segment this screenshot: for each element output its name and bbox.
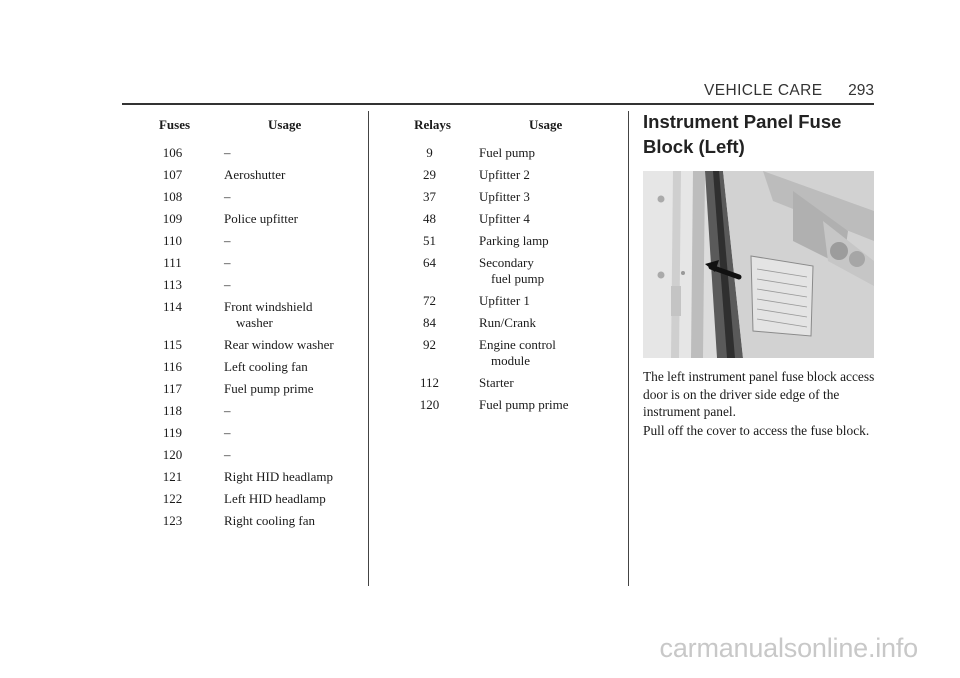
section-title: Instrument Panel Fuse Block (Left) — [643, 111, 842, 157]
number-cell: 120 — [162, 447, 183, 462]
table-row — [137, 331, 362, 353]
table-row — [137, 139, 362, 161]
table-row — [137, 463, 362, 485]
usage-text: – — [224, 145, 231, 160]
number-cell: 108 — [162, 189, 183, 204]
number-cell: 113 — [162, 277, 183, 292]
table-row — [396, 249, 619, 287]
usage-cell — [469, 369, 619, 391]
paragraph-location: The left instrument panel fuse block access door is on the driver side edge of the instrument panel. — [643, 369, 875, 419]
number-cell: 9 — [426, 145, 433, 160]
fuses-usage-header: Usage — [268, 117, 302, 132]
usage-text: Fuel pump prime — [479, 397, 569, 412]
paragraph-access: Pull off the cover to access the fuse block. — [643, 423, 870, 438]
number-cell: 118 — [162, 403, 183, 418]
usage-text: – — [224, 425, 231, 440]
usage-text: Fuel pump — [479, 145, 535, 160]
table-row — [137, 507, 362, 529]
number-cell: 106 — [162, 145, 183, 160]
table-row — [396, 369, 619, 391]
number-cell: 110 — [162, 233, 183, 248]
table-row — [396, 227, 619, 249]
usage-continuation: fuel pump — [491, 271, 545, 286]
fuse-block-location-illustration — [643, 171, 874, 358]
usage-cell — [212, 183, 362, 205]
usage-text: Right cooling fan — [224, 513, 315, 528]
number-cell: 84 — [423, 315, 436, 330]
table-row — [137, 397, 362, 419]
number-cell: 117 — [162, 381, 183, 396]
usage-cell — [469, 331, 619, 369]
usage-text: Left HID headlamp — [224, 491, 326, 506]
usage-cell — [212, 397, 362, 419]
usage-cell — [469, 309, 619, 331]
number-cell: 123 — [162, 513, 183, 528]
fuses-header: Fuses — [158, 117, 191, 132]
usage-cell — [212, 485, 362, 507]
usage-text: Parking lamp — [479, 233, 549, 248]
watermark: carmanualsonline.info — [659, 633, 918, 663]
usage-text: Engine control — [479, 337, 556, 352]
usage-cell — [212, 353, 362, 375]
usage-text: – — [224, 255, 231, 270]
table-row — [137, 161, 362, 183]
table-row — [137, 485, 362, 507]
usage-text: Police upfitter — [224, 211, 299, 226]
usage-text: Upfitter 3 — [479, 189, 530, 204]
number-cell: 112 — [419, 375, 440, 390]
number-cell: 121 — [162, 469, 183, 484]
usage-text: Secondary — [479, 255, 534, 270]
table-row — [396, 287, 619, 309]
usage-cell — [212, 205, 362, 227]
relays-header: Relays — [414, 117, 451, 132]
number-cell: 109 — [162, 211, 183, 226]
usage-cell — [469, 139, 619, 161]
number-cell: 116 — [162, 359, 183, 374]
table-row — [137, 183, 362, 205]
number-cell: 122 — [162, 491, 183, 506]
table-row — [396, 331, 619, 369]
column-divider-1 — [368, 111, 369, 586]
section-name: VEHICLE CARE — [704, 82, 823, 99]
usage-cell — [212, 419, 362, 441]
table-row — [137, 441, 362, 463]
number-cell: 120 — [419, 397, 440, 412]
usage-cell — [212, 293, 362, 331]
usage-text: – — [224, 189, 231, 204]
number-cell: 48 — [423, 211, 436, 226]
usage-text: Left cooling fan — [224, 359, 308, 374]
header-rule — [122, 103, 874, 105]
table-row — [137, 293, 362, 331]
usage-cell — [469, 183, 619, 205]
usage-cell — [212, 463, 362, 485]
table-row — [137, 227, 362, 249]
page-number: 293 — [848, 82, 874, 99]
usage-text: Right HID headlamp — [224, 469, 334, 484]
usage-text: – — [224, 447, 231, 462]
usage-text: Upfitter 2 — [479, 167, 530, 182]
table-row — [396, 161, 619, 183]
fuses-table — [137, 117, 362, 529]
number-cell: 92 — [423, 337, 436, 352]
usage-text: Front windshield — [224, 299, 313, 314]
number-cell: 51 — [423, 233, 436, 248]
table-row — [137, 419, 362, 441]
usage-text: Upfitter 4 — [479, 211, 530, 226]
number-cell: 107 — [162, 167, 183, 182]
table-row — [396, 391, 619, 413]
usage-cell — [212, 441, 362, 463]
number-cell: 64 — [423, 255, 436, 270]
usage-continuation: module — [491, 353, 530, 368]
usage-cell — [469, 205, 619, 227]
number-cell: 119 — [162, 425, 183, 440]
usage-text: Aeroshutter — [224, 167, 286, 182]
number-cell: 29 — [423, 167, 436, 182]
table-row — [137, 271, 362, 293]
running-header — [704, 82, 874, 102]
usage-cell — [212, 249, 362, 271]
usage-continuation: washer — [236, 315, 273, 330]
usage-cell — [469, 227, 619, 249]
table-row — [137, 205, 362, 227]
usage-cell — [469, 287, 619, 309]
usage-cell — [212, 375, 362, 397]
usage-text: Rear window washer — [224, 337, 334, 352]
usage-text: Upfitter 1 — [479, 293, 530, 308]
usage-text: Run/Crank — [479, 315, 537, 330]
table-row — [396, 139, 619, 161]
column-divider-2 — [628, 111, 629, 586]
number-cell: 111 — [163, 255, 182, 270]
number-cell: 114 — [162, 299, 183, 314]
relays-usage-header: Usage — [529, 117, 563, 132]
usage-cell — [212, 507, 362, 529]
table-row — [396, 205, 619, 227]
usage-text: – — [224, 403, 231, 418]
usage-cell — [212, 271, 362, 293]
usage-cell — [212, 161, 362, 183]
table-row — [137, 375, 362, 397]
usage-text: Starter — [479, 375, 514, 390]
usage-cell — [469, 161, 619, 183]
number-cell: 72 — [423, 293, 436, 308]
table-row — [396, 309, 619, 331]
number-cell: 37 — [423, 189, 436, 204]
table-row — [137, 353, 362, 375]
usage-cell — [212, 139, 362, 161]
usage-cell — [469, 249, 619, 287]
usage-cell — [469, 391, 619, 413]
table-row — [137, 249, 362, 271]
relays-table — [396, 117, 619, 413]
usage-cell — [212, 331, 362, 353]
number-cell: 115 — [162, 337, 183, 352]
usage-text: – — [224, 233, 231, 248]
usage-text: – — [224, 277, 231, 292]
usage-text: Fuel pump prime — [224, 381, 314, 396]
table-row — [396, 183, 619, 205]
usage-cell — [212, 227, 362, 249]
